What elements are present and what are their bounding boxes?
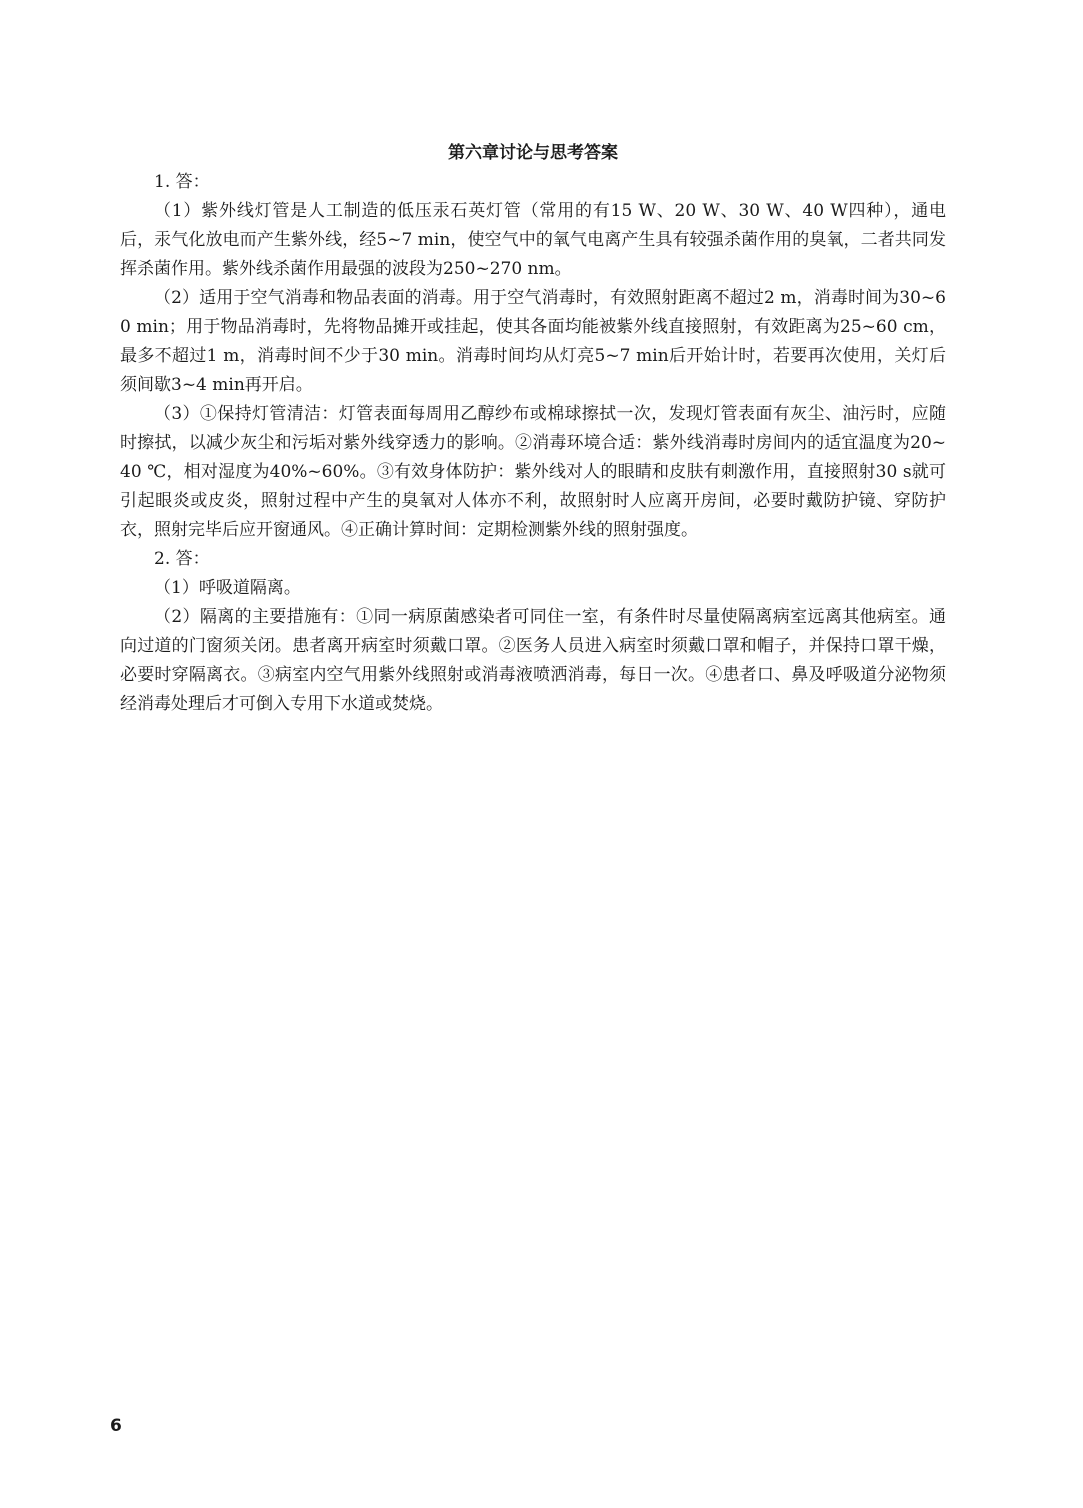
page-number: 6 <box>110 1416 122 1436</box>
page-title: 第六章讨论与思考答案 <box>448 143 618 163</box>
paragraph-answer-1-part-1: （1）紫外线灯管是人工制造的低压汞石英灯管（常用的有15 W、20 W、30 W、40 W四种），通电后，汞气化放电而产生紫外线，经5~7 min，使空气中的氧气电离产生具有较强杀菌作用的臭氧，二者共同发挥杀菌作用。紫外线杀菌作用最强的波段为250~270 nm。 <box>120 201 946 279</box>
paragraph-answer-1-part-3: （3）①保持灯管清洁：灯管表面每周用乙醇纱布或棉球擦拭一次，发现灯管表面有灰尘、油污时，应随时擦拭，以减少灰尘和污垢对紫外线穿透力的影响。②消毒环境合适：紫外线消毒时房间内的适宜温度为20~40 ℃，相对湿度为40%~60%。③有效身体防护：紫外线对人的眼睛和皮肤有刺激作用，直接照射30 s就可引起眼炎或皮炎，照射过程中产生的臭氧对人体亦不利，故照射时人应离开房间，必要时戴防护镜、穿防护衣，照射完毕后应开窗通风。④正确计算时间：定期检测紫外线的照射强度。 <box>120 404 946 540</box>
paragraph-answer-2-part-2: （2）隔离的主要措施有：①同一病原菌感染者可同住一室，有条件时尽量使隔离病室远离其他病室。通向过道的门窗须关闭。患者离开病室时须戴口罩。②医务人员进入病室时须戴口罩和帽子，并保持口罩干燥，必要时穿隔离衣。③病室内空气用紫外线照射或消毒液喷洒消毒，每日一次。④患者口、鼻及呼吸道分泌物须经消毒处理后才可倒入专用下水道或焚烧。 <box>120 607 946 714</box>
page-content <box>120 138 946 719</box>
paragraph-answer-2-heading: 2. 答： <box>154 549 210 569</box>
paragraph-answer-1-part-2: （2）适用于空气消毒和物品表面的消毒。用于空气消毒时，有效照射距离不超过2 m，消毒时间为30~60 min；用于物品消毒时，先将物品摊开或挂起，使其各面均能被紫外线直接照射，有效距离为25~60 cm，最多不超过1 m，消毒时间不少于30 min。消毒时间均从灯亮5~7 min后开始计时，若要再次使用，关灯后须间歇3~4 min再开启。 <box>120 288 946 395</box>
paragraph-answer-1-heading: 1. 答： <box>154 172 210 192</box>
paragraph-answer-2-part-1: （1）呼吸道隔离。 <box>154 578 301 598</box>
